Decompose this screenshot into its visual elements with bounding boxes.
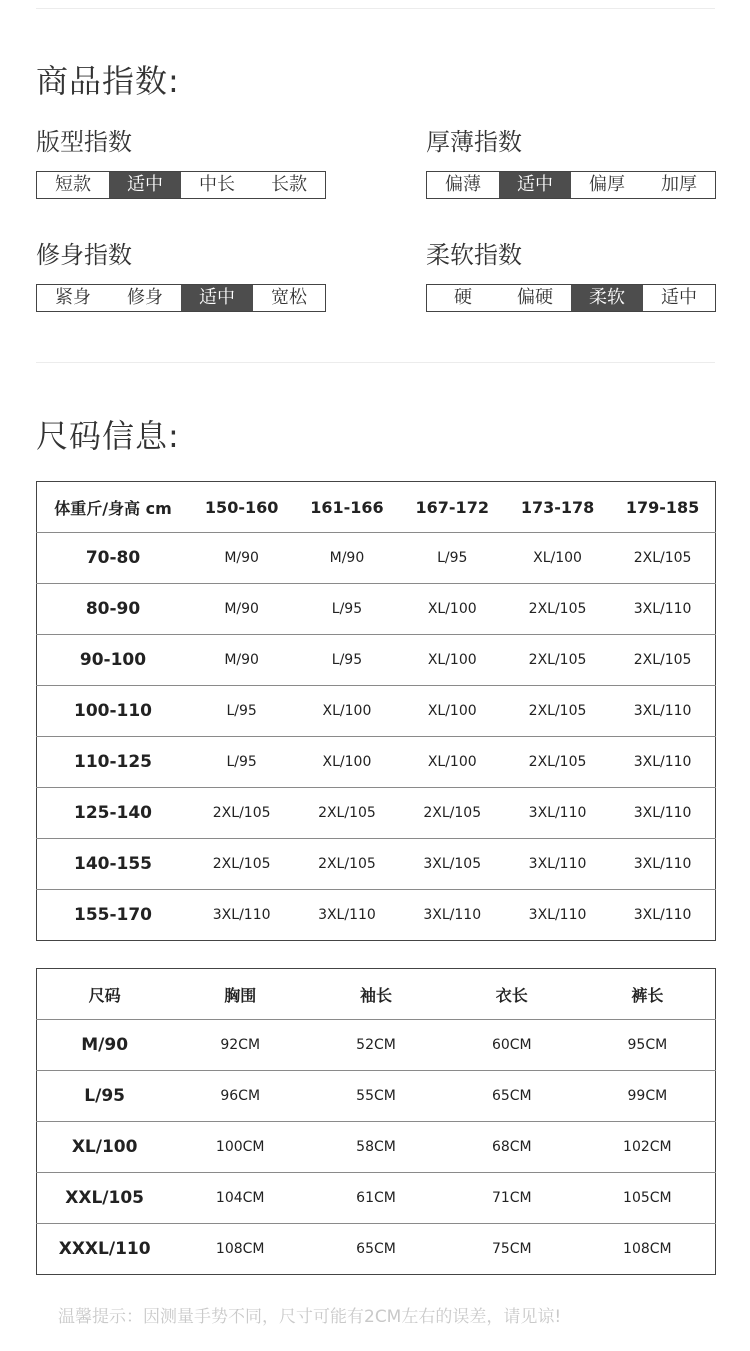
table-cell: L/95: [189, 686, 294, 737]
table-cell: 2XL/105: [505, 584, 610, 635]
index-option: 紧身: [55, 287, 91, 308]
table-header-cell: 173-178: [520, 497, 595, 517]
row-header-cell: XL/100: [37, 1122, 173, 1173]
section-divider: [36, 362, 715, 363]
table-cell: M/90: [294, 533, 399, 584]
row-header-cell: XXL/105: [37, 1173, 173, 1224]
table-cell: 105CM: [580, 1173, 716, 1224]
index-label: 修身指数: [36, 241, 132, 269]
table-row: [37, 1173, 716, 1224]
product-index-title: 商品指数:: [36, 62, 180, 100]
table-header-cell: 体重斤/身高 cm: [54, 498, 172, 518]
table-cell: XL/100: [400, 635, 505, 686]
index-label: 版型指数: [36, 128, 132, 156]
index-group-fit: [36, 122, 326, 199]
row-header-cell: 90-100: [37, 635, 190, 686]
table-cell: XL/100: [294, 686, 399, 737]
index-option: 偏薄: [445, 174, 481, 195]
garment-measurement-table: [36, 968, 716, 1275]
table-header-cell: 150-160: [204, 497, 279, 517]
weight-height-size-table: [36, 481, 716, 941]
table-cell: 96CM: [172, 1071, 308, 1122]
table-cell: 3XL/110: [610, 686, 715, 737]
table-cell: M/90: [189, 635, 294, 686]
table-cell: 3XL/110: [610, 737, 715, 788]
table-cell: 100CM: [172, 1122, 308, 1173]
row-header-cell: 155-170: [37, 890, 190, 941]
table-cell: XL/100: [400, 584, 505, 635]
table-row: [37, 839, 716, 890]
table-header-row: [37, 482, 716, 533]
index-option: 偏硬: [517, 287, 553, 308]
table-cell: 95CM: [580, 1020, 716, 1071]
row-header-cell: M/90: [37, 1020, 173, 1071]
table-cell: 104CM: [172, 1173, 308, 1224]
index-option: 柔软: [571, 285, 643, 311]
table-cell: 3XL/110: [610, 584, 715, 635]
index-option: 偏厚: [589, 174, 625, 195]
size-info-title: 尺码信息:: [36, 417, 180, 455]
table-cell: 3XL/110: [505, 839, 610, 890]
row-header-cell: XXXL/110: [37, 1224, 173, 1275]
table-header-cell: 167-172: [415, 497, 489, 517]
table-row: [37, 686, 716, 737]
table-cell: 3XL/110: [400, 890, 505, 941]
table-cell: 3XL/110: [294, 890, 399, 941]
table-cell: XL/100: [400, 686, 505, 737]
table-cell: 3XL/110: [505, 788, 610, 839]
index-option: 加厚: [661, 174, 697, 195]
table-cell: 61CM: [308, 1173, 444, 1224]
index-option: 短款: [55, 174, 91, 195]
index-option: 适中: [661, 287, 697, 308]
table-cell: 2XL/105: [505, 635, 610, 686]
table-header-cell: 179-185: [625, 497, 700, 517]
table-row: [37, 788, 716, 839]
table-cell: 58CM: [308, 1122, 444, 1173]
table-cell: 2XL/105: [610, 635, 715, 686]
table-cell: 75CM: [444, 1224, 580, 1275]
table-row: [37, 890, 716, 941]
table-header-cell: 裤长: [631, 985, 664, 1005]
index-option: 修身: [127, 287, 163, 308]
index-option: 适中: [499, 172, 571, 198]
table-cell: L/95: [294, 635, 399, 686]
table-cell: 2XL/105: [505, 686, 610, 737]
index-bar: [36, 171, 326, 199]
table-header-cell: 袖长: [359, 985, 392, 1005]
table-row: [37, 533, 716, 584]
table-header-cell: 161-166: [310, 497, 384, 517]
table-cell: 65CM: [308, 1224, 444, 1275]
index-option: 长款: [271, 174, 307, 195]
top-divider: [36, 8, 715, 9]
row-header-cell: 70-80: [37, 533, 190, 584]
index-option: 中长: [199, 174, 235, 195]
table-row: [37, 1122, 716, 1173]
table-cell: 65CM: [444, 1071, 580, 1122]
row-header-cell: 110-125: [37, 737, 190, 788]
table-row: [37, 1224, 716, 1275]
row-header-cell: 100-110: [37, 686, 190, 737]
table-cell: 108CM: [172, 1224, 308, 1275]
table-cell: M/90: [189, 584, 294, 635]
table-cell: 2XL/105: [189, 839, 294, 890]
table-cell: 2XL/105: [505, 737, 610, 788]
measurement-note: 温馨提示：因测量手势不同，尺寸可能有2CM左右的误差，请见谅!: [58, 1307, 562, 1327]
table-cell: 2XL/105: [294, 839, 399, 890]
table-cell: XL/100: [400, 737, 505, 788]
table-cell: 2XL/105: [610, 533, 715, 584]
table-header-cell: 胸围: [224, 985, 257, 1005]
index-group-slim: [36, 235, 326, 312]
table-cell: 3XL/110: [610, 890, 715, 941]
row-header-cell: 125-140: [37, 788, 190, 839]
table-cell: 2XL/105: [189, 788, 294, 839]
table-header-cell: 尺码: [88, 985, 121, 1005]
table-cell: 108CM: [580, 1224, 716, 1275]
row-header-cell: L/95: [37, 1071, 173, 1122]
table-cell: 3XL/105: [400, 839, 505, 890]
index-group-softness: [426, 235, 716, 312]
table-cell: 102CM: [580, 1122, 716, 1173]
table-cell: 68CM: [444, 1122, 580, 1173]
table-cell: 52CM: [308, 1020, 444, 1071]
index-bar: [426, 284, 716, 312]
table-cell: 60CM: [444, 1020, 580, 1071]
table-cell: XL/100: [294, 737, 399, 788]
table-cell: M/90: [189, 533, 294, 584]
table-cell: 55CM: [308, 1071, 444, 1122]
table-cell: 2XL/105: [400, 788, 505, 839]
table-cell: 3XL/110: [189, 890, 294, 941]
table-cell: 3XL/110: [610, 839, 715, 890]
table-cell: L/95: [189, 737, 294, 788]
table-row: [37, 1020, 716, 1071]
table-cell: 2XL/105: [294, 788, 399, 839]
table-row: [37, 737, 716, 788]
index-group-thickness: [426, 122, 716, 199]
index-option: 适中: [109, 172, 181, 198]
table-cell: L/95: [400, 533, 505, 584]
row-header-cell: 80-90: [37, 584, 190, 635]
table-cell: 92CM: [172, 1020, 308, 1071]
table-cell: L/95: [294, 584, 399, 635]
index-option: 宽松: [271, 287, 307, 308]
table-header-cell: 衣长: [495, 985, 528, 1005]
table-row: [37, 1071, 716, 1122]
table-row: [37, 584, 716, 635]
table-cell: 99CM: [580, 1071, 716, 1122]
index-bar: [426, 171, 716, 199]
row-header-cell: 140-155: [37, 839, 190, 890]
index-label: 厚薄指数: [426, 128, 522, 156]
table-header-row: [37, 969, 716, 1020]
table-cell: XL/100: [505, 533, 610, 584]
index-option: 硬: [454, 287, 472, 308]
index-bar: [36, 284, 326, 312]
table-cell: 71CM: [444, 1173, 580, 1224]
table-row: [37, 635, 716, 686]
index-option: 适中: [181, 285, 253, 311]
index-label: 柔软指数: [426, 241, 522, 269]
table-cell: 3XL/110: [610, 788, 715, 839]
table-cell: 3XL/110: [505, 890, 610, 941]
